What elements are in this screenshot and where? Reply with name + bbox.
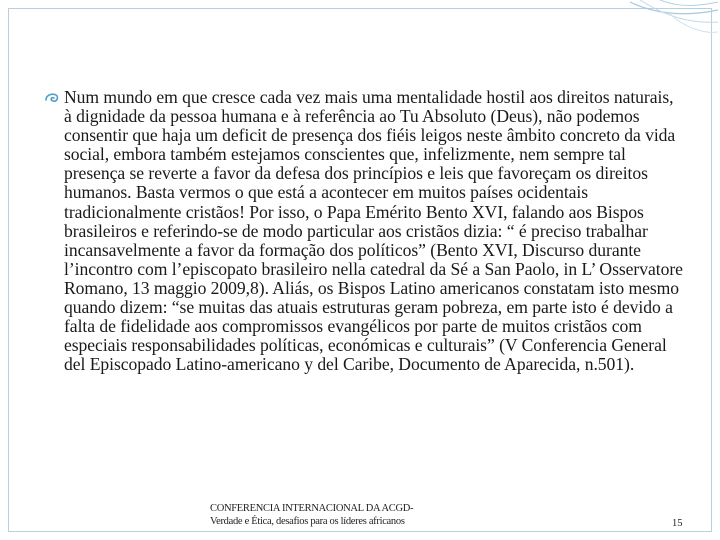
footer-conference [210, 502, 413, 528]
footer-line-2: Verdade e Ética, desafios para os líderes africanos [210, 516, 405, 527]
body-content [44, 88, 684, 374]
bullet-item [44, 88, 684, 374]
footer-line-1: CONFERENCIA INTERNACIONAL DA ACGD- [210, 503, 414, 514]
page-number: 15 [672, 518, 683, 529]
body-paragraph: Num mundo em que cresce cada vez mais uma mentalidade hostil aos direitos naturais, à dignidade da pessoa humana e à referência ao Tu Absoluto (Deus), não podemos consentir que haja um deficit de presença dos fiéis leigos neste âmbito concreto da vida social, embora também estejamos conscientes que, infelizmente, nem sempre tal presença se reverte a favor da defesa dos princípios e leis que favoreçam os direitos humanos. Basta vermos o que está a acontecer em muitos países ocidentais tradicionalmente cristãos! Por isso, o Papa Emérito Bento XVI, falando aos Bispos brasileiros e referindo-se de modo particular aos cristãos dizia: “ é preciso trabalhar incansavelmente a favor da formação dos políticos” (Bento XVI, Discurso durante l’incontro com l’episcopato brasileiro nella catedral da Sé a San Paolo, in L’ Osservatore Romano, 13 maggio 2009,8). Aliás, os Bispos Latino americanos constatam isto mesmo quando dizem: “se muitas das atuais estruturas geram pobreza, em parte isto é devido a falta de fidelidade aos compromissos evangélicos por parte de muitos cristãos com especiais responsabilidades políticas, económicas e culturais” (V Conferencia General del Episcopado Latino-americano y del Caribe, Documento de Aparecida, n.501). [64, 87, 683, 375]
corner-swirl-decoration [610, 0, 720, 40]
swirl-bullet-icon [44, 91, 60, 105]
